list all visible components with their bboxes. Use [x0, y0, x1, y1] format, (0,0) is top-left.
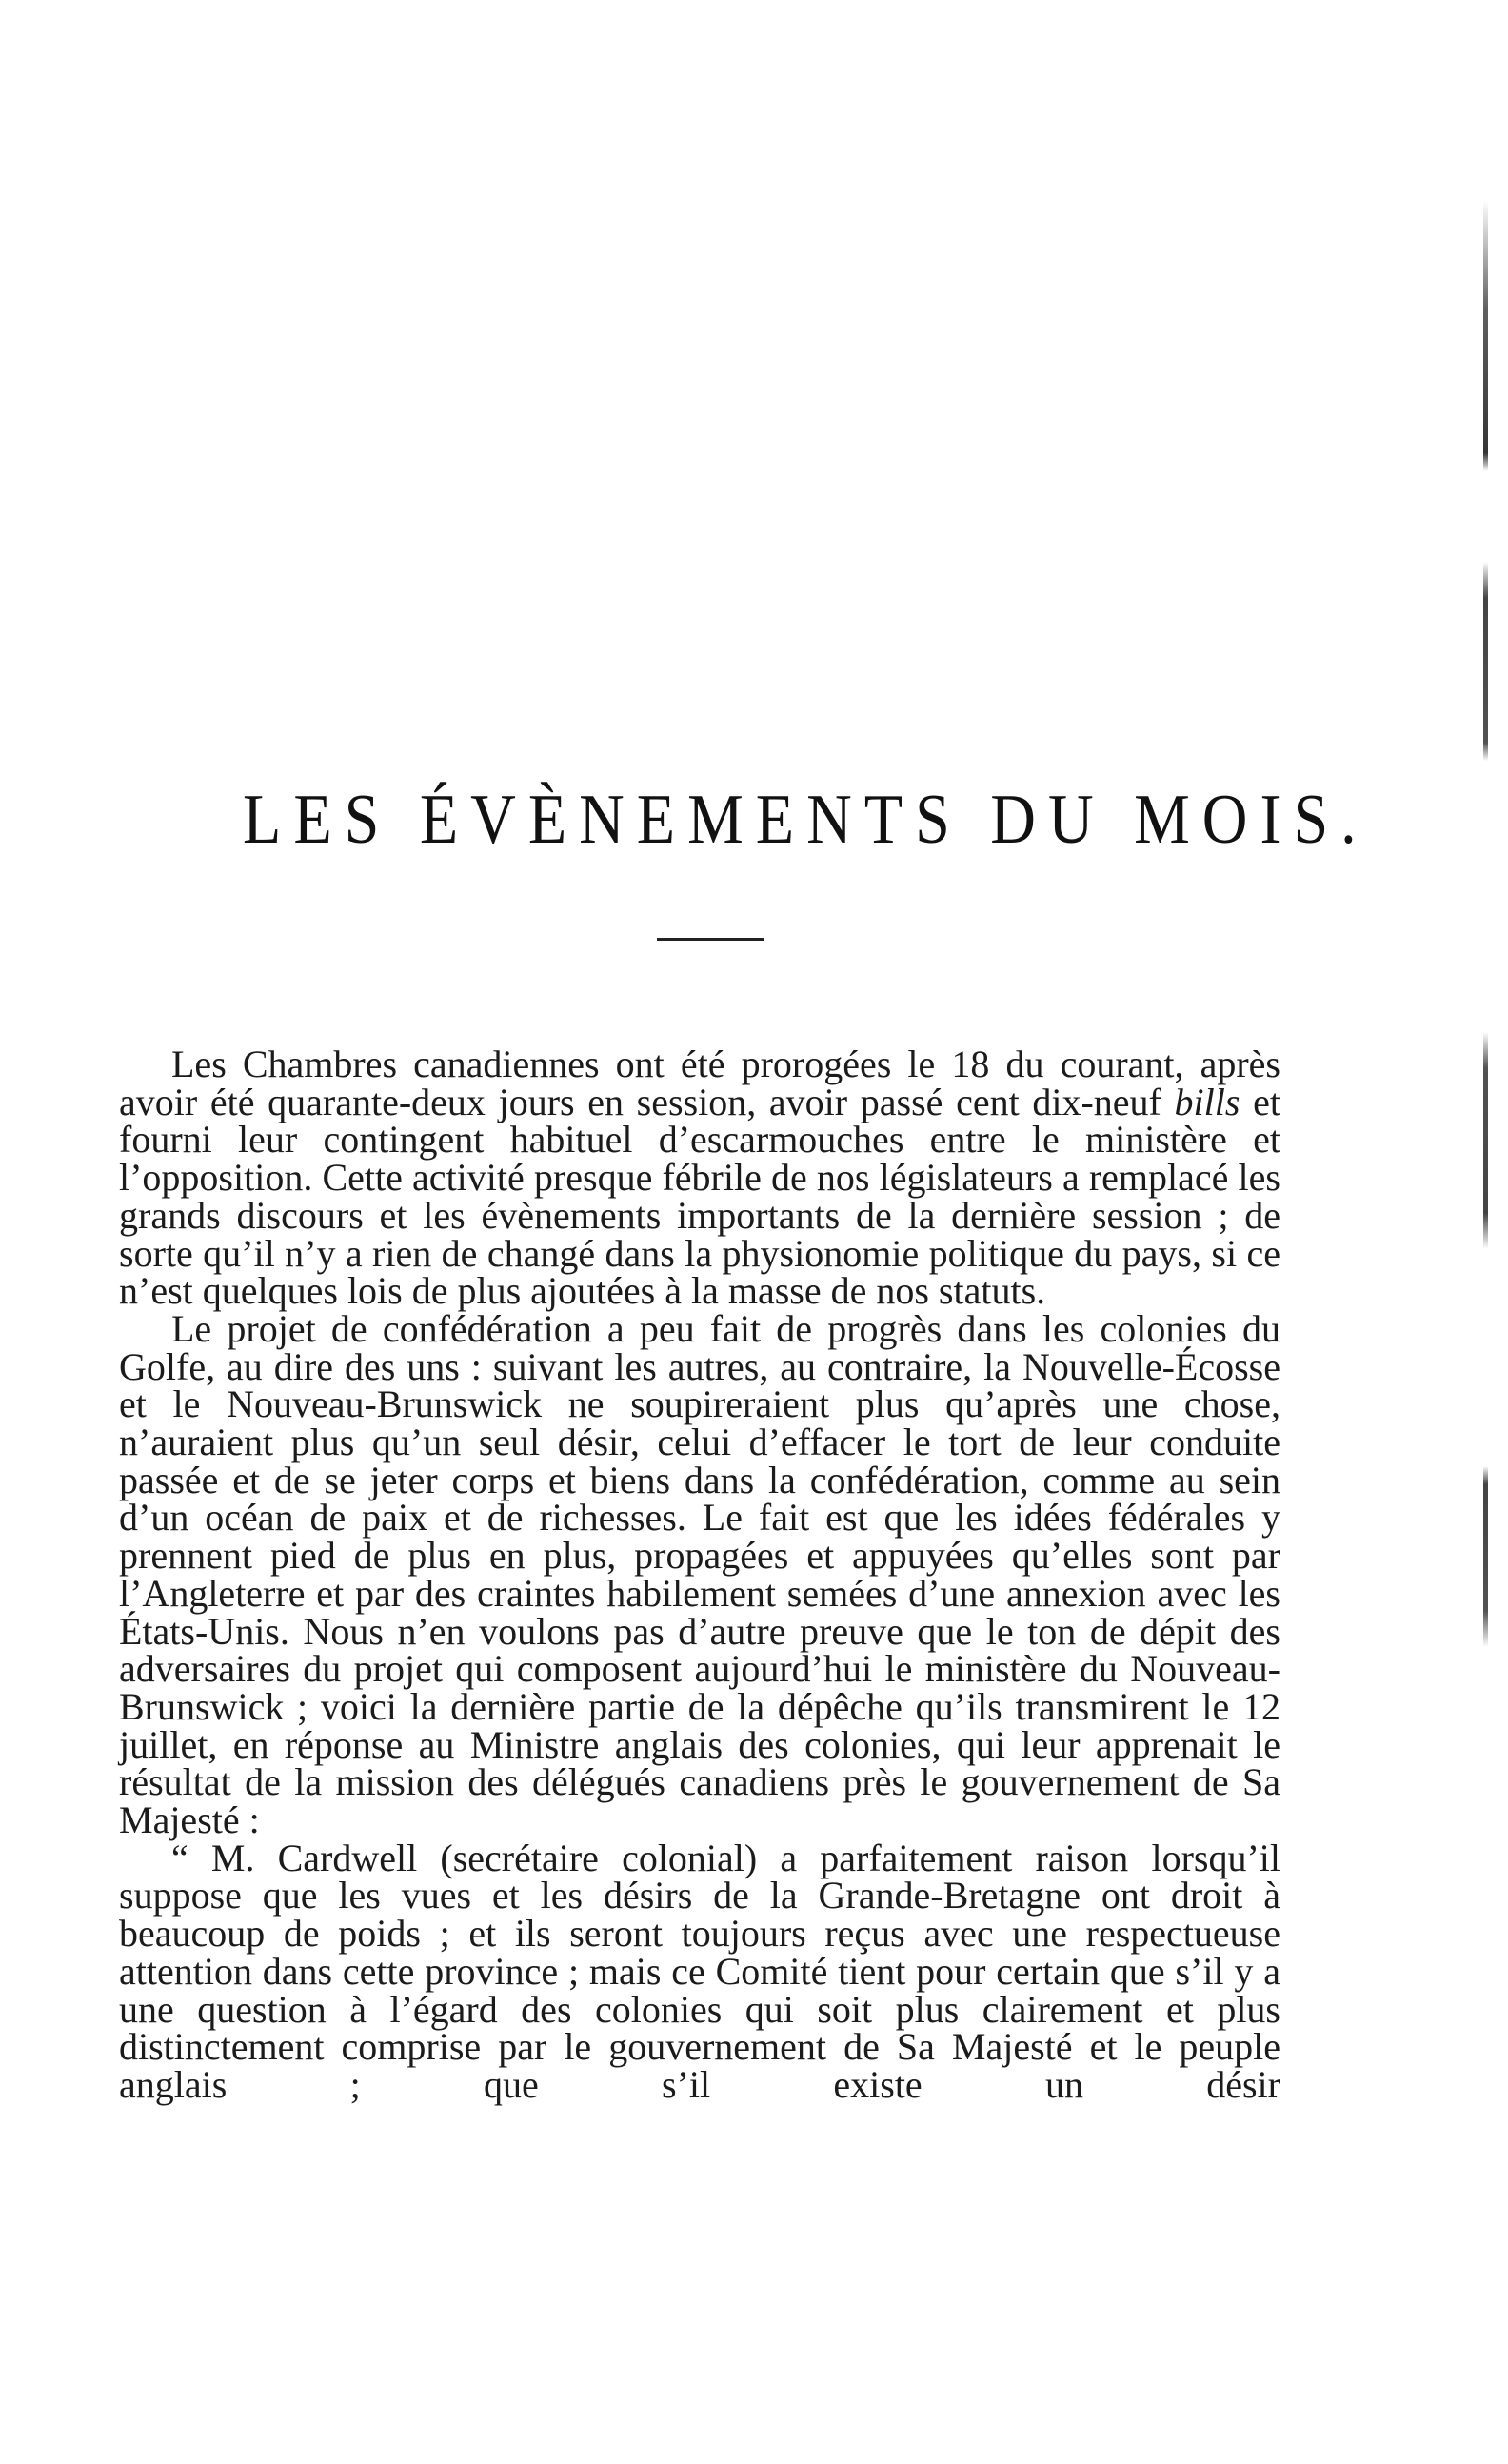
italic-word: bills — [1174, 1080, 1240, 1123]
paragraph-2: Le projet de confédération a peu fait de progrès dans les colonies du Golfe, au dire des uns : suivant les autres, au contraire, la Nouvelle-Écosse et le Nouveau-Brunswick ne soupireraient plus qu’après une chose, n’auraient plus qu’un seul désir, celui d’effacer le tort de leur conduite passée et de se jeter corps et biens dans la confédération, comme au sein d’un océan de paix et de richesses. Le fait est que les idées fédérales y prennent pied de plus en plus, propagées et appuyées qu’elles sont par l’Angleterre et par des craintes habilement semées d’une annexion avec les États-Unis. Nous n’en voulons pas d’autre preuve que le ton de dépit des adversaires du projet qui composent aujourd’hui le ministère du Nouveau-Brunswick ; voici la dernière partie de la dépêche qu’ils transmirent le 12 juillet, en réponse au Ministre anglais des colonies, qui leur apprenait le résultat de la mission des délégués canadiens près le gouvernement de Sa Majesté : — [119, 1306, 1280, 1842]
article-body — [119, 1045, 1280, 2104]
paragraph-1: Les Chambres canadiennes ont été prorogées le 18 du courant, après avoir été quarante-deux jours en session, avoir passé cent dix-neuf bills et fourni leur contingent habituel d’escarmouches entre le ministère et l’opposition. Cette activité presque fébrile de nos législateurs a remplacé les grands discours et les évènements importants de la dernière session ; de sorte qu’il n’y a rien de changé dans la physionomie politique du pays, si ce n’est quelques lois de plus ajoutées à la masse de nos statuts. — [119, 1043, 1280, 1313]
title-divider — [657, 938, 764, 941]
article-title: LES ÉVÈNEMENTS DU MOIS. — [243, 781, 1369, 860]
paragraph-3: “ M. Cardwell (secrétaire colonial) a parfaitement raison lorsqu’il suppose que les vues et les désirs de la Grande-Bretagne ont droit à beaucoup de poids ; et ils seront toujours reçus avec une respectueuse attention dans cette province ; mais ce Comité tient pour certain que s’il y a une question à l’égard des colonies qui soit plus clairement et plus distinctement comprise par le gouvernement de Sa Majesté et le peuple anglais ; que s’il existe un désir — [119, 1836, 1280, 2106]
page-edge-shadow — [1483, 200, 1488, 2009]
